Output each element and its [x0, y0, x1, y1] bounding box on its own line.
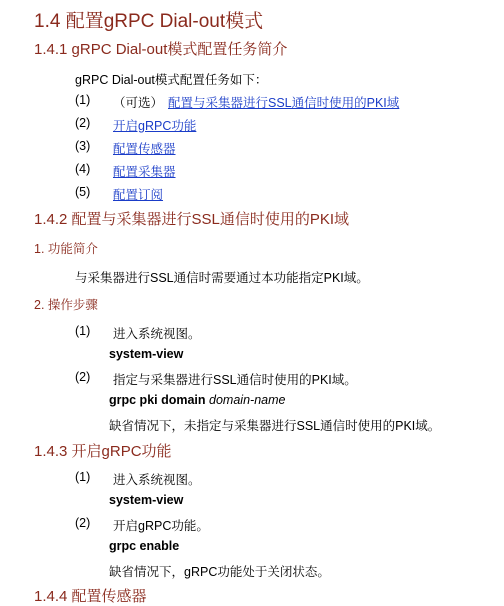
- link-configure-sensor[interactable]: 配置传感器: [113, 142, 176, 156]
- step-text: 进入系统视图。: [113, 473, 201, 487]
- link-configure-subscription[interactable]: 配置订阅: [113, 188, 164, 202]
- step-text: 进入系统视图。: [113, 327, 201, 341]
- task-number: (2): [75, 116, 91, 130]
- step-text: 开启gRPC功能。: [113, 519, 209, 533]
- default-note: 缺省情况下，未指定与采集器进行SSL通信时使用的PKI域。: [109, 419, 441, 433]
- function-description: 与采集器进行SSL通信时需要通过本功能指定PKI域。: [75, 271, 369, 285]
- command-grpc-pki-domain: [109, 393, 285, 407]
- command-grpc-enable: grpc enable: [109, 539, 180, 553]
- subheading-steps: 2. 操作步骤: [34, 298, 98, 312]
- task-intro: gRPC Dial-out模式配置任务如下：: [75, 73, 268, 87]
- step-number: (2): [75, 370, 91, 384]
- step-number: (1): [75, 470, 91, 484]
- command-keyword: grpc pki domain: [109, 393, 206, 407]
- command-system-view: system-view: [109, 347, 184, 361]
- link-enable-grpc[interactable]: 开启gRPC功能: [113, 119, 197, 133]
- link-configure-collector[interactable]: 配置采集器: [113, 165, 176, 179]
- command-system-view: system-view: [109, 493, 184, 507]
- link-pki-domain[interactable]: 配置与采集器进行SSL通信时使用的PKI域: [168, 96, 400, 110]
- heading-1-4-3: 1.4.3 开启gRPC功能: [34, 443, 172, 460]
- step-text: 指定与采集器进行SSL通信时使用的PKI域。: [113, 373, 357, 387]
- step-number: (2): [75, 516, 91, 530]
- task-number: (5): [75, 185, 91, 199]
- heading-1-4-1: 1.4.1 gRPC Dial-out模式配置任务简介: [34, 41, 288, 58]
- task-number: (3): [75, 139, 91, 153]
- command-argument: domain-name: [209, 393, 286, 407]
- task-number: (1): [75, 93, 91, 107]
- subheading-function-intro: 1. 功能简介: [34, 242, 98, 256]
- section-title: 1.4 配置gRPC Dial-out模式: [34, 11, 264, 32]
- heading-1-4-4: 1.4.4 配置传感器: [34, 588, 147, 605]
- heading-1-4-2: 1.4.2 配置与采集器进行SSL通信时使用的PKI域: [34, 211, 350, 228]
- default-note: 缺省情况下，gRPC功能处于关闭状态。: [109, 565, 330, 579]
- task-optional-prefix: （可选）: [113, 96, 164, 110]
- step-number: (1): [75, 324, 91, 338]
- task-number: (4): [75, 162, 91, 176]
